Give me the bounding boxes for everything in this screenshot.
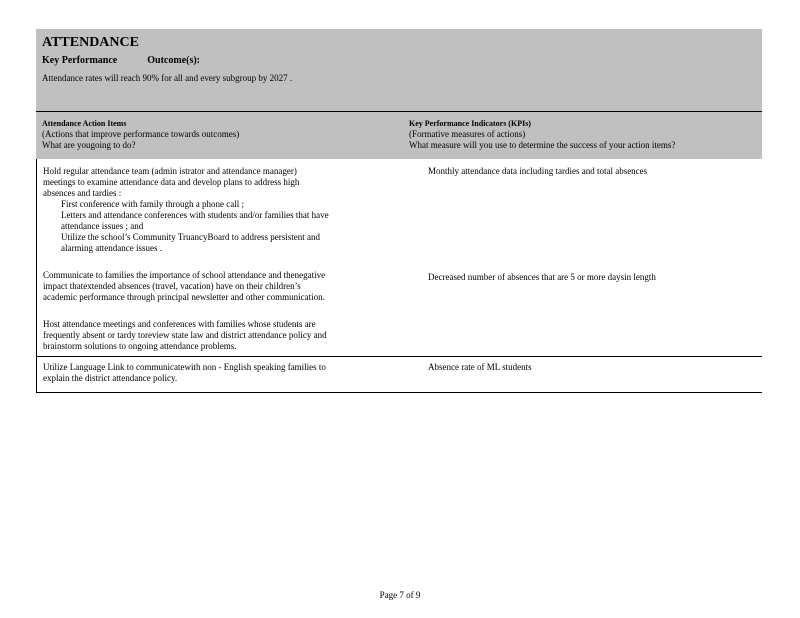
list-item xyxy=(43,199,403,210)
kpi-item xyxy=(410,272,762,283)
action-items-sub2: What are yougoing to do? xyxy=(42,140,136,150)
attendance-table xyxy=(36,29,762,393)
kpi-header xyxy=(402,112,762,158)
kpi-text: Monthly attendance data including tardies and total absences xyxy=(428,166,648,176)
action-cell xyxy=(37,362,403,392)
key-label: Key Performance xyxy=(42,55,118,66)
text-line: Utilize Language Link to communicatewith non - English speaking families to xyxy=(43,362,326,372)
bullet-icon xyxy=(410,272,428,283)
text-line: Hold regular attendance team (admin istrator and attendance manager) xyxy=(43,166,297,176)
action-cell xyxy=(37,166,403,356)
bullet-icon xyxy=(43,232,61,254)
bullet-icon xyxy=(410,166,428,177)
kpi-item xyxy=(410,362,762,373)
kpi-sub1: (Formative measures of actions) xyxy=(409,129,526,139)
text-line: alarming attendance issues . xyxy=(61,243,162,253)
bullet-icon xyxy=(43,199,61,210)
action-items-title: Attendance Action Items xyxy=(42,119,127,128)
kpi-title: Key Performance Indicators (KPIs) xyxy=(409,119,531,128)
text-line: impact thatextended absences (travel, vacation) have on their children’s xyxy=(43,281,301,291)
key-performance-outcome-label xyxy=(42,55,756,67)
list-item xyxy=(43,232,403,254)
text-line: academic performance through principal newsletter and other communication. xyxy=(43,292,325,302)
kpi-text: Decreased number of absences that are 5 or more daysin length xyxy=(428,272,656,282)
text-line: Letters and attendance conferences with students and/or families that have xyxy=(61,210,329,220)
action-paragraph-3 xyxy=(43,319,403,352)
text-line: meetings to examine attendance data and develop plans to address high xyxy=(43,177,300,187)
section-title: ATTENDANCE xyxy=(42,35,139,50)
text-line: explain the district attendance policy. xyxy=(43,373,178,383)
table-row xyxy=(36,159,762,357)
bullet-icon xyxy=(43,210,61,232)
kpi-item xyxy=(410,166,762,177)
bullet-icon xyxy=(410,362,428,373)
column-headers xyxy=(36,112,762,159)
outcome-text: Attendance rates will reach 90% for all and every subgroup by 2027 . xyxy=(42,73,293,83)
kpi-cell xyxy=(403,166,762,356)
table-row xyxy=(36,357,762,393)
text-line: Communicate to families the importance of school attendance and thenegative xyxy=(43,270,326,280)
action-items-header xyxy=(36,112,402,158)
text-line: frequently absent or tardy toreview state law and district attendance policy and xyxy=(43,330,327,340)
list-item xyxy=(43,210,403,232)
page-number: Page 7 of 9 xyxy=(379,590,421,600)
text-line: Host attendance meetings and conferences with families whose students are xyxy=(43,319,316,329)
action-paragraph-1 xyxy=(43,166,403,254)
kpi-sub2: What measure will you use to determine the success of your action items? xyxy=(409,140,676,150)
text-line: First conference with family through a phone call ; xyxy=(61,199,244,209)
text-line: brainstorm solutions to ongoing attendance problems. xyxy=(43,341,237,351)
section-header xyxy=(36,29,762,112)
action-items-sub1: (Actions that improve performance towards outcomes) xyxy=(42,129,240,139)
kpi-cell xyxy=(403,362,762,392)
outcome-label: Outcome(s): xyxy=(147,55,201,66)
text-line: Utilize the school’s Community TruancyBoard to address persistent and xyxy=(61,232,320,242)
action-paragraph-2 xyxy=(43,270,403,303)
kpi-text: Absence rate of ML students xyxy=(428,362,532,372)
text-line: absences and tardies : xyxy=(43,188,122,198)
text-line: attendance issues ; and xyxy=(61,221,144,231)
